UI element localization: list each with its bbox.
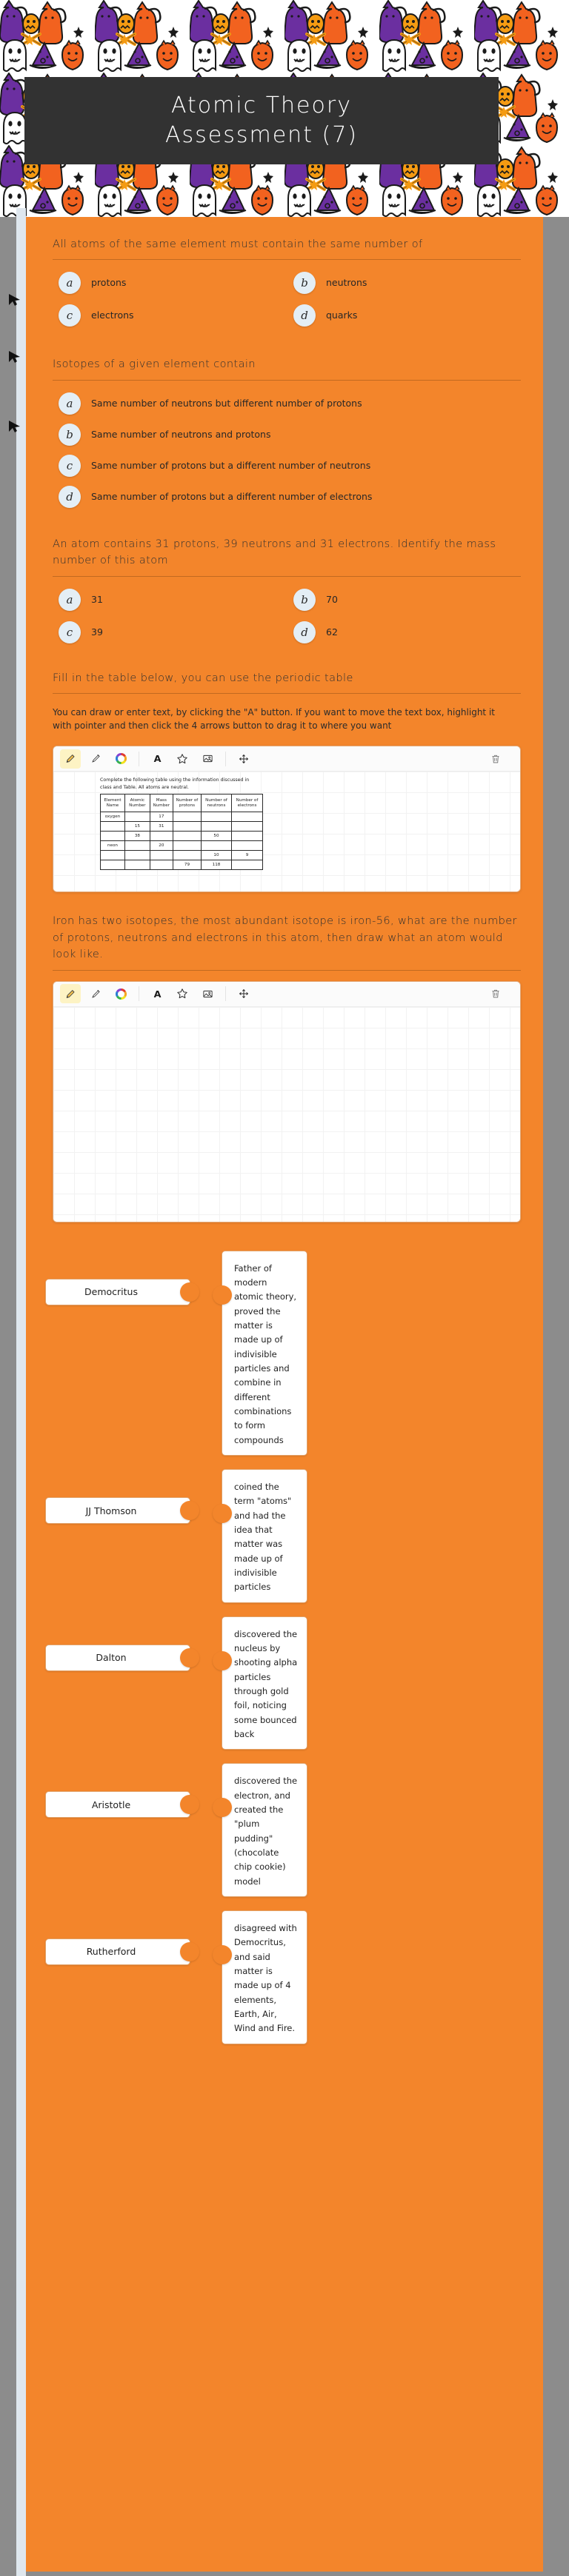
cell[interactable] xyxy=(101,822,125,832)
table-row xyxy=(101,841,263,851)
question-5-prompt: Iron has two isotopes, the most abundant isotope is iron-56, what are the number of protons, neutrons and electrons in this atom, then draw what an atom would look like. xyxy=(53,915,517,961)
question-1-prompt: All atoms of the same element must contain the same number of xyxy=(53,238,423,250)
question-4-note: You can draw or enter text, by clicking the "A" button. If you want to move the text box, highlight it with pointer and then click the 4 arrows button to drag it to where you want xyxy=(53,707,495,732)
cell[interactable]: neon xyxy=(101,841,125,851)
question-1 xyxy=(26,236,543,337)
answer-bubble-b[interactable]: b xyxy=(293,272,316,294)
answer-label: protons xyxy=(91,277,127,289)
answer-label: 31 xyxy=(91,593,103,605)
svg-text:A: A xyxy=(153,754,161,765)
question-4-prompt: Fill in the table below, you can use the periodic table xyxy=(53,672,353,684)
table-header-row xyxy=(101,794,263,812)
text-tool-button[interactable] xyxy=(147,749,167,769)
answer-bubble-c[interactable]: c xyxy=(59,304,81,327)
cursor-arrow-icon-1 xyxy=(7,292,24,307)
answer-label: neutrons xyxy=(326,277,367,289)
question-1-answers xyxy=(48,270,521,337)
pencil-tool-button[interactable] xyxy=(60,984,81,1003)
matching-pair-row xyxy=(45,1469,524,1603)
cell[interactable]: 118 xyxy=(202,860,232,870)
answer-bubble-a[interactable]: a xyxy=(59,392,81,415)
col-num-electrons: Number of electrons xyxy=(231,794,262,812)
page-title-line-2: Assessment (7) xyxy=(165,122,358,148)
answer-option[interactable] xyxy=(293,304,521,327)
cell[interactable] xyxy=(202,822,232,832)
answer-bubble-a[interactable]: a xyxy=(59,272,81,294)
table-row xyxy=(101,832,263,841)
drawing-widget-blank[interactable] xyxy=(53,981,521,1222)
cell[interactable]: 15 xyxy=(125,822,150,832)
cell[interactable] xyxy=(173,822,201,832)
star-shape-tool-button[interactable] xyxy=(172,984,193,1003)
cell[interactable] xyxy=(125,812,150,822)
connector-dot-icon[interactable] xyxy=(213,1798,232,1817)
matching-pair-row xyxy=(45,1910,524,2044)
connector-dot-icon[interactable] xyxy=(213,1945,232,1964)
answer-option[interactable] xyxy=(59,304,286,327)
matching-name-text: Aristotle xyxy=(91,1799,131,1810)
matching-name-card[interactable] xyxy=(45,1279,190,1305)
answer-bubble-d[interactable]: d xyxy=(293,621,316,643)
cell[interactable]: 38 xyxy=(125,832,150,841)
matching-definition-card[interactable] xyxy=(222,1616,307,1750)
cursor-arrow-icon-3 xyxy=(7,419,24,434)
pencil-tool-button[interactable] xyxy=(60,749,81,769)
answer-option[interactable] xyxy=(59,455,521,477)
move-tool-button[interactable] xyxy=(233,749,254,769)
cell[interactable] xyxy=(173,832,201,841)
answer-label: 39 xyxy=(91,626,103,638)
question-1-divider xyxy=(53,259,521,260)
star-shape-tool-button[interactable] xyxy=(172,749,193,769)
table-content-overlay xyxy=(100,777,516,870)
matching-name-text: Dalton xyxy=(96,1652,127,1664)
cell[interactable] xyxy=(231,812,262,822)
answer-option[interactable] xyxy=(59,621,286,643)
question-5-divider xyxy=(53,970,521,971)
matching-definition-text: discovered the electron, and created the "plum pudding" (chocolate chip cookie) model xyxy=(234,1776,298,1887)
answer-label: 70 xyxy=(326,593,338,605)
table-row xyxy=(101,812,263,822)
col-atomic-number: Atomic Number xyxy=(125,794,150,812)
delete-tool-button[interactable] xyxy=(485,749,506,769)
move-tool-button[interactable] xyxy=(233,984,254,1003)
cell[interactable]: 50 xyxy=(202,832,232,841)
question-2 xyxy=(26,356,543,518)
answer-label: Same number of protons but a different number of electrons xyxy=(91,490,373,502)
matching-definition-text: Father of modern atomic theory, proved the matter is made up of indivisible particles and combine in different combinations to form compounds xyxy=(234,1262,297,1445)
toolbar-separator xyxy=(225,752,226,766)
matching-definition-card[interactable] xyxy=(222,1469,307,1603)
answer-option[interactable] xyxy=(59,424,521,446)
cell[interactable] xyxy=(125,860,150,870)
cell[interactable]: oxygen xyxy=(101,812,125,822)
matching-definition-card[interactable] xyxy=(222,1763,307,1897)
matching-pair-row xyxy=(45,1616,524,1750)
cell[interactable]: 17 xyxy=(150,812,173,822)
matching-name-card[interactable] xyxy=(45,1645,190,1671)
matching-name-card[interactable] xyxy=(45,1791,190,1818)
question-3-divider xyxy=(53,576,521,577)
table-row xyxy=(101,860,263,870)
question-3-prompt: An atom contains 31 protons, 39 neutrons and 31 electrons. Identify the mass number of this atom xyxy=(53,538,496,567)
answer-bubble-b[interactable]: b xyxy=(59,424,81,446)
col-num-neutrons: Number of neutrons xyxy=(202,794,232,812)
answer-label: electrons xyxy=(91,310,134,321)
cursor-arrow-icon-2 xyxy=(7,349,24,364)
drawing-canvas-blank[interactable] xyxy=(53,1007,520,1222)
cell[interactable] xyxy=(231,860,262,870)
table-instructions: Complete the following table using the information discussed in class and Table. All atoms are neutral. xyxy=(100,777,250,790)
connector-dot-icon[interactable] xyxy=(180,1795,199,1814)
col-mass-number: Mass Number xyxy=(150,794,173,812)
question-4 xyxy=(26,670,543,741)
matching-pair-row xyxy=(45,1763,524,1897)
question-3 xyxy=(26,536,543,654)
cell[interactable] xyxy=(150,832,173,841)
answer-option[interactable] xyxy=(293,589,521,611)
connector-dot-icon[interactable] xyxy=(213,1651,232,1670)
connector-dot-icon[interactable] xyxy=(180,1501,199,1520)
answer-label: quarks xyxy=(326,310,358,321)
halloween-header-banner xyxy=(0,0,569,217)
answer-bubble-c[interactable]: c xyxy=(59,621,81,643)
matching-definition-text: coined the term "atoms" and had the idea that matter was made up of indivisible particles xyxy=(234,1482,292,1593)
cell[interactable]: 10 xyxy=(202,851,232,860)
answer-option[interactable] xyxy=(59,272,286,294)
question-2-divider xyxy=(53,380,521,381)
cell[interactable] xyxy=(231,832,262,841)
answer-label: Same number of neutrons and protons xyxy=(91,428,271,440)
answer-bubble-a[interactable]: a xyxy=(59,589,81,611)
drawing-widget-table[interactable] xyxy=(53,746,521,892)
cell[interactable]: 9 xyxy=(231,851,262,860)
cell[interactable]: 79 xyxy=(173,860,201,870)
cell[interactable] xyxy=(173,841,201,851)
worksheet-body xyxy=(26,217,543,2572)
answer-label: Same number of neutrons but different number of protons xyxy=(91,397,362,409)
marker-tool-button[interactable] xyxy=(85,984,106,1003)
answer-option[interactable] xyxy=(59,486,521,508)
table-row xyxy=(101,851,263,860)
cell[interactable]: 31 xyxy=(150,822,173,832)
matching-name-card[interactable] xyxy=(45,1938,190,1965)
matching-section xyxy=(26,1230,543,2052)
answer-option[interactable] xyxy=(293,272,521,294)
page-title-plate xyxy=(24,77,499,164)
matching-definition-text: disagreed with Democritus, and said matter is made up of 4 elements, Earth, Air, Wind and Fire. xyxy=(234,1922,297,2034)
cell[interactable] xyxy=(101,832,125,841)
text-tool-button[interactable] xyxy=(147,984,167,1003)
cell[interactable] xyxy=(125,841,150,851)
answer-bubble-b[interactable]: b xyxy=(293,589,316,611)
element-table xyxy=(100,794,263,870)
cell[interactable] xyxy=(173,851,201,860)
matching-definition-card[interactable] xyxy=(222,1910,307,2044)
matching-name-text: Democritus xyxy=(84,1286,138,1298)
matching-name-text: JJ Thomson xyxy=(85,1505,137,1516)
answer-option[interactable] xyxy=(59,589,286,611)
cell[interactable] xyxy=(101,860,125,870)
cell[interactable] xyxy=(231,841,262,851)
question-5 xyxy=(26,913,543,970)
color-wheel-tool-button[interactable] xyxy=(110,749,131,769)
toolbar-separator xyxy=(225,986,226,1001)
cell[interactable] xyxy=(150,851,173,860)
col-num-protons: Number of protons xyxy=(173,794,201,812)
answer-bubble-d[interactable]: d xyxy=(293,304,316,327)
left-rail xyxy=(16,208,26,2576)
color-wheel-tool-button[interactable] xyxy=(110,984,131,1003)
col-element-name: Element Name xyxy=(101,794,125,812)
answer-option[interactable] xyxy=(293,621,521,643)
table-row xyxy=(101,822,263,832)
connector-dot-icon[interactable] xyxy=(180,1282,199,1302)
answer-option[interactable] xyxy=(59,392,521,415)
image-tool-button[interactable] xyxy=(197,749,218,769)
question-4-divider xyxy=(53,693,521,694)
cell[interactable] xyxy=(202,812,232,822)
answer-bubble-d[interactable]: d xyxy=(59,486,81,508)
matching-name-card[interactable] xyxy=(45,1497,190,1524)
drawing-canvas-table[interactable] xyxy=(53,772,520,891)
connector-dot-icon[interactable] xyxy=(213,1285,232,1305)
connector-dot-icon[interactable] xyxy=(180,1648,199,1667)
answer-label: 62 xyxy=(326,626,338,638)
image-tool-button[interactable] xyxy=(197,984,218,1003)
matching-name-text: Rutherford xyxy=(86,1946,136,1958)
cell[interactable] xyxy=(150,860,173,870)
matching-definition-text: discovered the nucleus by shooting alpha particles through gold foil, noticing some bounced back xyxy=(234,1628,298,1739)
delete-tool-button[interactable] xyxy=(485,984,506,1003)
matching-pair-row xyxy=(45,1251,524,1456)
question-3-answers xyxy=(48,587,521,654)
cell[interactable] xyxy=(231,822,262,832)
question-2-prompt: Isotopes of a given element contain xyxy=(53,358,256,371)
answer-label: Same number of protons but a different number of neutrons xyxy=(91,459,371,471)
cell[interactable]: 20 xyxy=(150,841,173,851)
drawing-toolbar-2 xyxy=(53,982,520,1007)
cell[interactable] xyxy=(202,841,232,851)
connector-dot-icon[interactable] xyxy=(213,1504,232,1523)
marker-tool-button[interactable] xyxy=(85,749,106,769)
answer-bubble-c[interactable]: c xyxy=(59,455,81,477)
cell[interactable] xyxy=(173,812,201,822)
svg-text:A: A xyxy=(153,988,161,1000)
drawing-toolbar-1 xyxy=(53,746,520,772)
matching-definition-card[interactable] xyxy=(222,1251,307,1456)
question-2-answers xyxy=(48,391,521,518)
cell[interactable] xyxy=(125,851,150,860)
connector-dot-icon[interactable] xyxy=(180,1942,199,1961)
page-title-line-1: Atomic Theory xyxy=(171,92,352,118)
cell[interactable] xyxy=(101,851,125,860)
